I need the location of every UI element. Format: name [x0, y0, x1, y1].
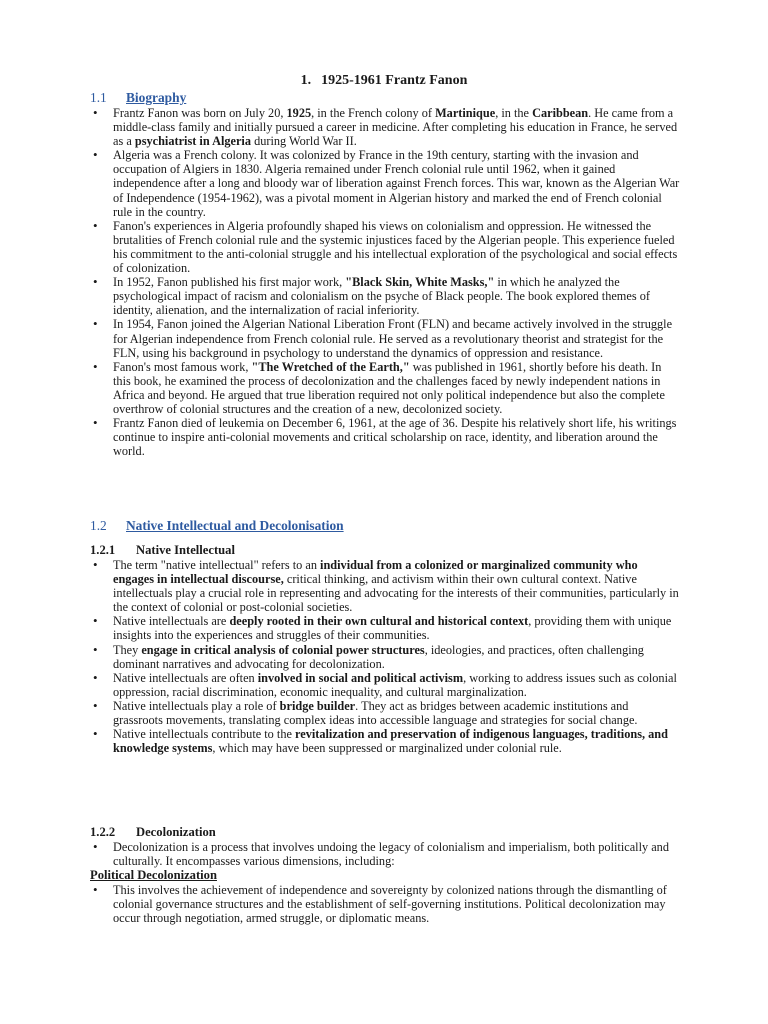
emphasis-text: "Black Skin, White Masks,"	[345, 275, 495, 290]
bullet-item: • Native intellectuals are deeply rooted in their own cultural and historical context, providing them with unique insights into the experiences and struggles of their communities.	[90, 614, 680, 642]
section-title: Native Intellectual and Decolonisation	[126, 518, 344, 533]
bullet-item: • Native intellectuals play a role of bridge builder. They act as bridges between academic institutions and grassroots movements, translating complex ideas into accessible language and strategies for social change.	[90, 699, 680, 727]
bullet-item: • Decolonization is a process that involves undoing the legacy of colonialism and imperialism, both politically and culturally. It encompasses various dimensions, including:	[90, 840, 680, 868]
emphasis-text: individual from a colonized or marginalized community who engages in intellectual discourse,	[113, 558, 638, 587]
political-decolonization-heading: Political Decolonization	[90, 868, 217, 882]
bullet-item: • The term "native intellectual" refers to an individual from a colonized or marginalized community who engages in intellectual discourse, critical thinking, and activism within their own cultural context. Native intellectuals play a crucial role in representing and advocating for the interests of their communities, particularly in the context of colonial or post-colonial societies.	[90, 558, 680, 614]
section-number: 1.1	[90, 90, 107, 105]
section-title: Biography	[126, 90, 187, 105]
section-heading-native-intellectual-decolonisation	[90, 518, 344, 533]
emphasis-text: Martinique	[435, 106, 496, 120]
bullet-item: • Frantz Fanon died of leukemia on December 6, 1961, at the age of 36. Despite his relatively short life, his writings continue to inspire anti-colonial movements and critical scholarship on race, identity, and liberation around the world.	[90, 416, 680, 458]
bullet-item: • Native intellectuals contribute to the revitalization and preservation of indigenous languages, traditions, and knowledge systems, which may have been suppressed or marginalized under colonial rule.	[90, 727, 680, 755]
bullet-item: • Native intellectuals are often involved in social and political activism, working to address issues such as colonial oppression, racial discrimination, economic inequality, and cultural marginalization.	[90, 671, 680, 699]
subsection-title: Decolonization	[136, 825, 216, 839]
political-decolonization-list	[90, 883, 680, 925]
page-title	[0, 73, 768, 89]
bullet-item: • In 1954, Fanon joined the Algerian National Liberation Front (FLN) and became actively involved in the struggle for Algerian independence from French colonial rule. He served as a revolutionary theorist and strategist for the FLN, using his background in psychology to understand the dynamics of oppression and resistance.	[90, 317, 680, 359]
subsection-heading-native-intellectual	[90, 543, 235, 557]
bullet-item: • Frantz Fanon was born on July 20, 1925, in the French colony of Martinique, in the Caribbean. He came from a middle-class family and initially pursued a career in medicine. After completing his education in France, he served as a psychiatrist in Algeria during World War II.	[90, 106, 680, 148]
emphasis-text: Caribbean	[532, 106, 589, 120]
emphasis-text: involved in social and political activism	[257, 670, 464, 685]
subsection-number: 1.2.1	[90, 543, 116, 557]
emphasis-text: engage in critical analysis of colonial power structures	[141, 642, 425, 657]
emphasis-text: "The Wretched of the Earth,"	[251, 359, 410, 374]
biography-list	[90, 106, 680, 458]
emphasis-text: bridge builder	[279, 698, 356, 713]
bullet-item: • This involves the achievement of independence and sovereignty by colonized nations through the dismantling of colonial governance structures and the establishment of self-governing institutions. Political decolonization may occur through negotiation, armed struggle, or diplomatic means.	[90, 883, 680, 925]
subsection-heading-decolonization	[90, 825, 216, 839]
bullet-item: • They engage in critical analysis of colonial power structures, ideologies, and practices, often challenging dominant narratives and advocating for decolonization.	[90, 643, 680, 671]
title-text: 1925-1961 Frantz Fanon	[321, 73, 468, 88]
section-heading-biography	[90, 90, 186, 105]
bullet-item: • Fanon's experiences in Algeria profoundly shaped his views on colonialism and oppression. He witnessed the brutalities of French colonial rule and the systemic injustices faced by the Algerian people. This experience fueled his commitment to the anti-colonial struggle and his intellectual exploration of the psychological and social effects of colonization.	[90, 219, 680, 275]
decolonization-list	[90, 840, 680, 868]
emphasis-text: 1925	[286, 106, 312, 120]
section-number: 1.2	[90, 518, 107, 533]
bullet-item: • Fanon's most famous work, "The Wretched of the Earth," was published in 1961, shortly before his death. In this book, he examined the process of decolonization and the challenges faced by newly independent nations in Africa and beyond. He argued that true liberation required not only political independence but also the complete overthrow of colonial structures and the creation of a new, decolonized society.	[90, 360, 680, 416]
emphasis-text: psychiatrist in Algeria	[134, 134, 251, 149]
title-number: 1.	[300, 73, 312, 88]
native-intellectual-list	[90, 558, 680, 755]
bullet-item: • In 1952, Fanon published his first major work, "Black Skin, White Masks," in which he analyzed the psychological impact of racism and colonialism on the psyche of Black people. The book explored themes of identity, alienation, and the internalization of racial inferiority.	[90, 275, 680, 317]
subsection-number: 1.2.2	[90, 825, 116, 839]
subsection-title: Native Intellectual	[136, 543, 235, 557]
emphasis-text: deeply rooted in their own cultural and historical context	[229, 614, 529, 629]
emphasis-text: revitalization and preservation of indigenous languages, traditions, and knowledge systems	[113, 727, 668, 756]
bullet-item: • Algeria was a French colony. It was colonized by France in the 19th century, starting with the invasion and occupation of Algiers in 1830. Algeria remained under French colonial rule until 1962, when it gained independence after a long and bloody war of liberation against French forces. This war, known as the Algerian War of Independence (1954-1962), was a pivotal moment in Algerian history and marked the end of French colonial rule in the country.	[90, 148, 680, 218]
